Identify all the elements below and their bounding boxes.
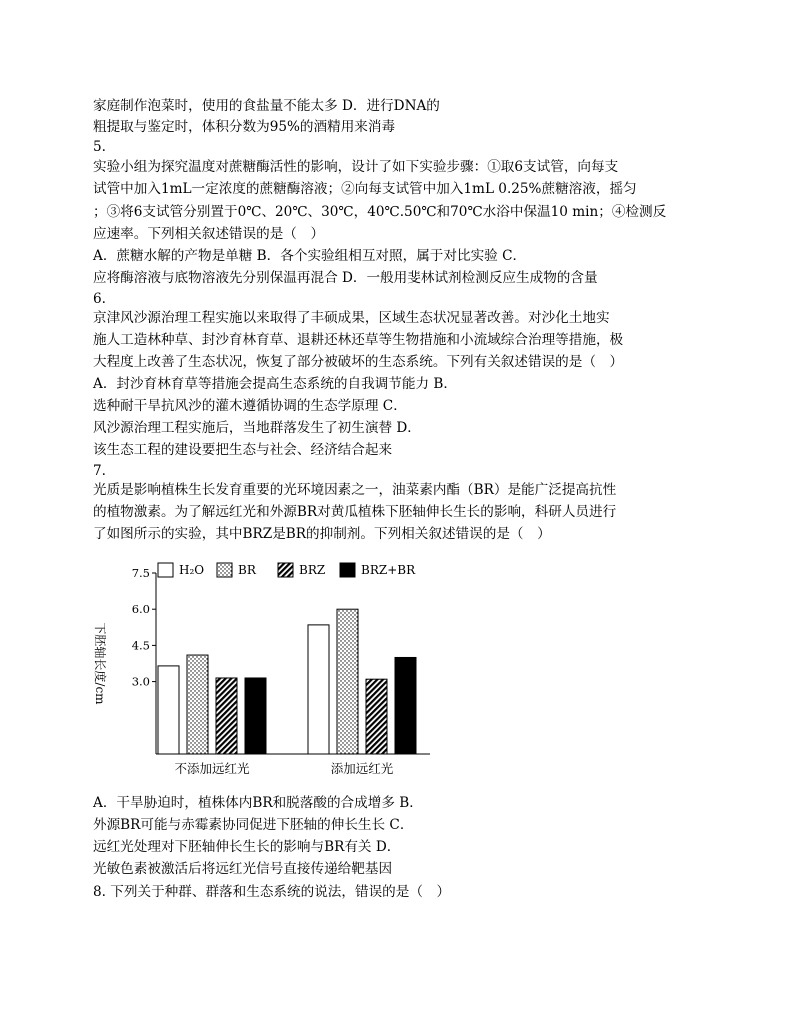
text-line: 试管中加入1mL一定浓度的蔗糖酶溶液；②向每支试管中加入1mL 0.25%蔗糖溶液，摇匀 bbox=[93, 181, 637, 197]
answer-options: A．蔗糖水解的产物是单糖 B．各个实验组相互对照，属于对比实验 C． bbox=[93, 248, 527, 264]
legend-label: H₂O bbox=[179, 563, 205, 577]
text-line: 施人工造林种草、封沙育林育草、退耕还林还草等生物措施和小流域综合治理等措施，极 bbox=[93, 332, 624, 348]
answer-options: 应将酶溶液与底物溶液先分别保温再混合 D．一般用斐林试剂检测反应生成物的含量 bbox=[93, 270, 598, 286]
text-line: 的植物激素。为了解远红光和外源BR对黄瓜植株下胚轴伸长生长的影响，科研人员进行 bbox=[93, 504, 617, 520]
answer-options: A．干旱胁迫时，植株体内BR和脱落酸的合成增多 B． bbox=[93, 795, 423, 811]
y-tick-label: 3.0 bbox=[131, 674, 150, 689]
y-tick-label: 6.0 bbox=[131, 602, 150, 617]
question-number: 5. bbox=[93, 139, 106, 155]
answer-options: 光敏色素被激活后将远红光信号直接传递给靶基因 bbox=[93, 861, 393, 877]
text-line: 光质是影响植株生长发育重要的光环境因素之一，油菜素内酯（BR）是能广泛提高抗性 bbox=[93, 482, 617, 498]
text-line: 实验小组为探究温度对蔗糖酶活性的影响，设计了如下实验步骤：①取6支试管，向每支 bbox=[93, 159, 619, 175]
bar bbox=[395, 657, 416, 754]
bar bbox=[366, 679, 387, 754]
text-line: ；③将6支试管分别置于0℃、20℃、30℃，40℃.50℃和70℃水浴中保温10 min；④检测反 bbox=[93, 204, 667, 220]
y-tick-label: 4.5 bbox=[131, 638, 150, 653]
legend-swatch bbox=[340, 563, 355, 577]
bar bbox=[216, 678, 237, 754]
bar bbox=[187, 655, 208, 754]
legend-swatch bbox=[158, 563, 173, 577]
text-line: 应速率。下列相关叙述错误的是（ ） bbox=[93, 226, 325, 242]
question-number: 6. bbox=[93, 291, 106, 307]
text-line: 大程度上改善了生态状况，恢复了部分被破坏的生态系统。下列有关叙述错误的是（ ） bbox=[93, 354, 624, 370]
legend-label: BR bbox=[238, 563, 256, 577]
bar-chart bbox=[90, 558, 450, 783]
question-number: 7. bbox=[93, 463, 106, 479]
answer-options: 选种耐干旱抗风沙的灌木遵循协调的生态学原理 C． bbox=[93, 398, 407, 414]
answer-options: 外源BR可能与赤霉素协同促进下胚轴的伸长生长 C． bbox=[93, 817, 414, 833]
x-category-label: 不添加远红光 bbox=[174, 761, 250, 776]
answer-options: 风沙源治理工程实施后，当地群落发生了初生演替 D． bbox=[93, 420, 421, 436]
text-line: 粗提取与鉴定时，体积分数为95%的酒精用来消毒 bbox=[93, 119, 396, 135]
answer-options: 该生态工程的建设要把生态与社会、经济结合起来 bbox=[93, 442, 393, 458]
legend-label: BRZ bbox=[299, 563, 326, 577]
answer-options: 远红光处理对下胚轴伸长生长的影响与BR有关 D． bbox=[93, 839, 401, 855]
text-line: 家庭制作泡菜时，使用的食盐量不能太多 D．进行DNA的 bbox=[93, 98, 440, 114]
x-category-label: 添加远红光 bbox=[330, 761, 394, 776]
text-line: 京津风沙源治理工程实施以来取得了丰硕成果，区域生态状况显著改善。对沙化土地实 bbox=[93, 310, 610, 326]
bar bbox=[337, 609, 358, 754]
answer-options: A．封沙育林育草等措施会提高生态系统的自我调节能力 B． bbox=[93, 376, 457, 392]
legend-swatch bbox=[278, 563, 293, 577]
bar bbox=[158, 666, 179, 754]
question-number: 8. 下列关于种群、群落和生态系统的说法，错误的是（ ） bbox=[93, 884, 451, 900]
y-axis-label: 下胚轴长度/cm bbox=[93, 622, 107, 705]
text-line: 了如图所示的实验，其中BRZ是BR的抑制剂。下列相关叙述错误的是（ ） bbox=[93, 526, 551, 542]
legend-swatch bbox=[217, 563, 232, 577]
bar bbox=[245, 678, 266, 754]
bar bbox=[308, 625, 329, 754]
y-tick-label: 7.5 bbox=[131, 566, 150, 580]
legend-label: BRZ+BR bbox=[361, 563, 416, 577]
